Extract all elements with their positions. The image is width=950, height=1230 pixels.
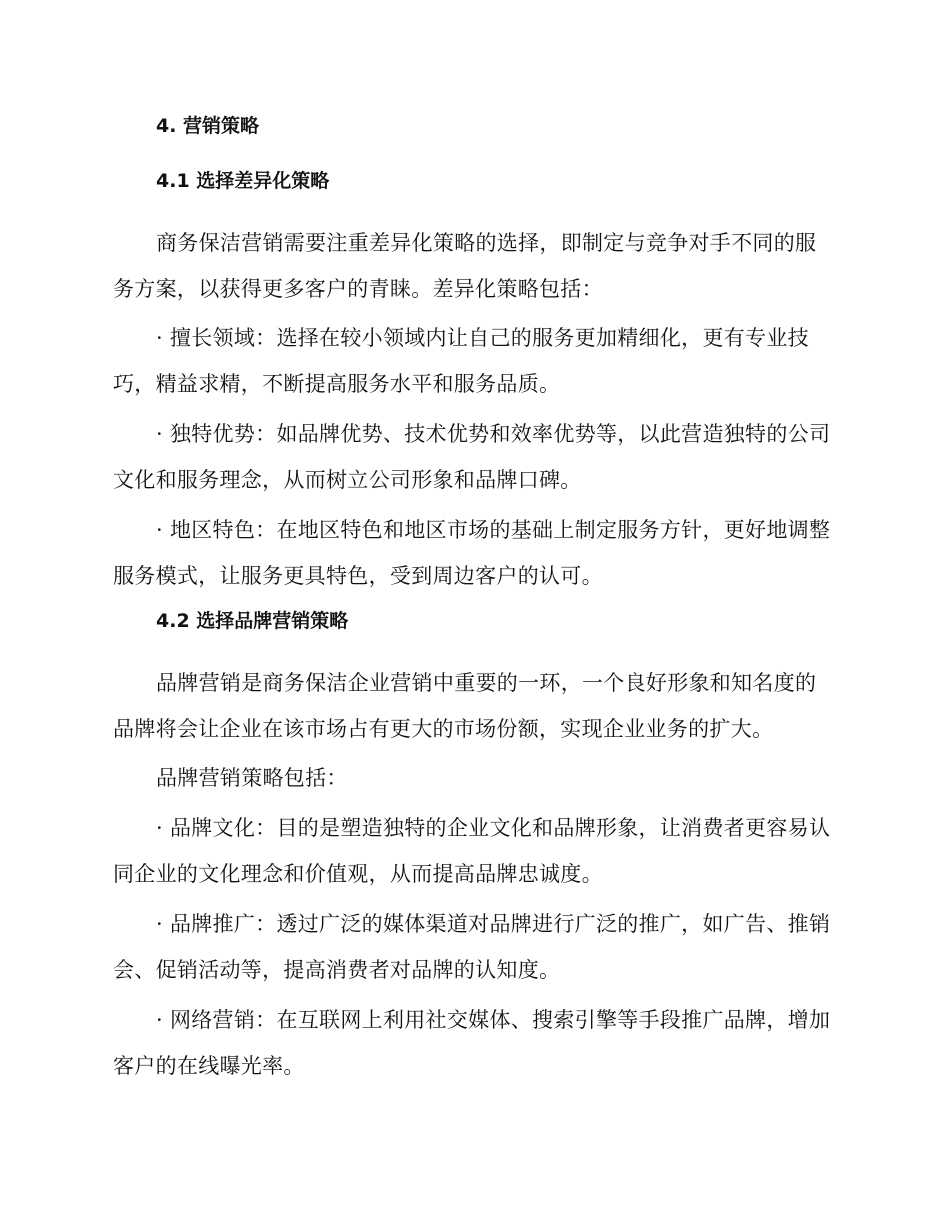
paragraph-brand-intro: 品牌营销是商务保洁企业营销中重要的一环，一个良好形象和知名度的品牌将会让企业在该市场占有更大的市场份额，实现企业业务的扩大。 <box>113 671 817 741</box>
paragraph-differentiation-intro: 商务保洁营销需要注重差异化策略的选择，即制定与竞争对手不同的服务方案，以获得更多客户的青睐。差异化策略包括： <box>113 231 817 301</box>
subsection-heading-4-2: 4.2 选择品牌营销策略 <box>156 610 349 632</box>
bullet-item-unique-advantage: · 独特优势：如品牌优势、技术优势和效率优势等，以此营造独特的公司文化和服务理念，从而树立公司形象和品牌口碑。 <box>113 422 831 492</box>
bullet-item-brand-promotion: · 品牌推广：透过广泛的媒体渠道对品牌进行广泛的推广，如广告、推销会、促销活动等，提高消费者对品牌的认知度。 <box>113 912 831 982</box>
section-heading: 4. 营销策略 <box>156 115 260 137</box>
bullet-item-online-marketing: · 网络营销：在互联网上利用社交媒体、搜索引擎等手段推广品牌，增加客户的在线曝光率。 <box>113 1008 831 1078</box>
bullet-item-brand-culture: · 品牌文化：目的是塑造独特的企业文化和品牌形象，让消费者更容易认同企业的文化理念和价值观，从而提高品牌忠诚度。 <box>113 816 831 886</box>
bullet-item-regional-feature: · 地区特色：在地区特色和地区市场的基础上制定服务方针，更好地调整服务模式，让服务更具特色，受到周边客户的认可。 <box>113 518 831 588</box>
subsection-heading-4-1: 4.1 选择差异化策略 <box>156 170 330 192</box>
document-body <box>113 110 833 1089</box>
bullet-item-expertise: · 擅长领域：选择在较小领域内让自己的服务更加精细化，更有专业技巧，精益求精，不断提高服务水平和服务品质。 <box>113 326 809 396</box>
paragraph-brand-lead: 品牌营销策略包括： <box>156 766 348 790</box>
